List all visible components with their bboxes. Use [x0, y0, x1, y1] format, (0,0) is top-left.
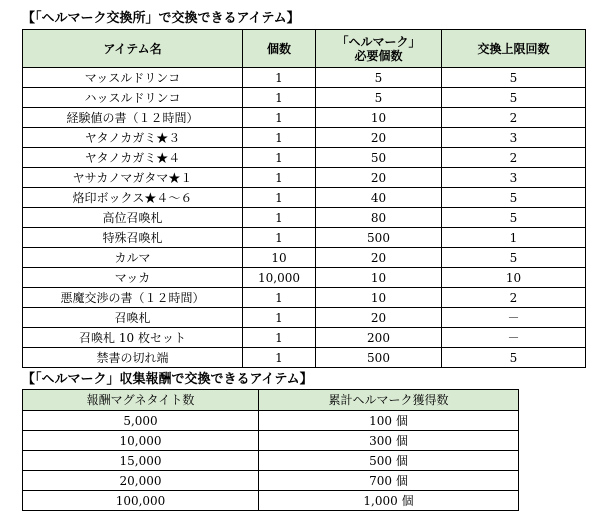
- cell-reward: 10,000: [23, 431, 259, 451]
- cell-limit: 2: [442, 288, 586, 308]
- cell-cost: 10: [316, 268, 442, 288]
- table-row: [23, 108, 586, 128]
- cell-count: 1: [243, 348, 316, 368]
- exchange-items-table: [22, 29, 586, 368]
- cell-cost: 10: [316, 288, 442, 308]
- cell-count: 1: [243, 208, 316, 228]
- exchange-table-title: 【「ヘルマーク交換所」で交換できるアイテム】: [22, 11, 300, 26]
- col-header-required-marks: [316, 30, 442, 68]
- cell-cost: 20: [316, 168, 442, 188]
- table-row: [23, 288, 586, 308]
- cell-count: 1: [243, 328, 316, 348]
- cell-count: 1: [243, 308, 316, 328]
- cell-cost: 20: [316, 248, 442, 268]
- cell-item: ヤタノカガミ★４: [23, 148, 243, 168]
- table-row: [23, 68, 586, 88]
- cell-count: 1: [243, 128, 316, 148]
- cell-count: 1: [243, 288, 316, 308]
- cell-item: 烙印ボックス★４～６: [23, 188, 243, 208]
- cell-count: 10,000: [243, 268, 316, 288]
- col-header-required-marks-line2: 必要個数: [354, 48, 403, 63]
- cell-reward: 5,000: [23, 411, 259, 431]
- col-header-count: 個数: [243, 30, 316, 68]
- table-row: [23, 248, 586, 268]
- col-header-exchange-limit: 交換上限回数: [442, 30, 586, 68]
- cell-count: 1: [243, 168, 316, 188]
- cell-limit: 2: [442, 148, 586, 168]
- cell-limit: 1: [442, 228, 586, 248]
- cell-item: ヤサカノマガタマ★１: [23, 168, 243, 188]
- cell-limit: 10: [442, 268, 586, 288]
- table-header-row: [23, 390, 519, 411]
- cell-item: 悪魔交渉の書（１２時間）: [23, 288, 243, 308]
- cell-limit: 3: [442, 168, 586, 188]
- cell-reward: 15,000: [23, 451, 259, 471]
- cell-count: 1: [243, 108, 316, 128]
- cell-count: 1: [243, 88, 316, 108]
- reward-table-title: 【「ヘルマーク」収集報酬で交換できるアイテム】: [22, 372, 313, 387]
- table-row: [23, 228, 586, 248]
- table-row: [23, 451, 519, 471]
- cell-count: 1: [243, 188, 316, 208]
- cell-total: 100 個: [259, 411, 519, 431]
- cell-cost: 50: [316, 148, 442, 168]
- cell-item: マッスルドリンコ: [23, 68, 243, 88]
- cell-reward: 20,000: [23, 471, 259, 491]
- cell-item: 召喚札: [23, 308, 243, 328]
- cell-item: 高位召喚札: [23, 208, 243, 228]
- cell-item: 経験値の書（１２時間）: [23, 108, 243, 128]
- cell-limit: 5: [442, 208, 586, 228]
- table-row: [23, 268, 586, 288]
- cell-cost: 80: [316, 208, 442, 228]
- table-row: [23, 128, 586, 148]
- cell-limit: 5: [442, 88, 586, 108]
- table-row: [23, 491, 519, 511]
- cell-count: 1: [243, 68, 316, 88]
- table-header-row: [23, 30, 586, 68]
- cell-cost: 200: [316, 328, 442, 348]
- cell-item: 禁書の切れ端: [23, 348, 243, 368]
- table-row: [23, 328, 586, 348]
- table-row: [23, 188, 586, 208]
- cell-limit: 5: [442, 248, 586, 268]
- cell-cost: 500: [316, 228, 442, 248]
- table-row: [23, 411, 519, 431]
- cell-reward: 100,000: [23, 491, 259, 511]
- cell-item: 召喚札 10 枚セット: [23, 328, 243, 348]
- cell-total: 300 個: [259, 431, 519, 451]
- cell-item: ヤタノカガミ★３: [23, 128, 243, 148]
- cell-count: 1: [243, 228, 316, 248]
- cell-limit: 5: [442, 188, 586, 208]
- col-header-total-marks: 累計ヘルマーク獲得数: [259, 390, 519, 411]
- table-row: [23, 208, 586, 228]
- cell-limit: 2: [442, 108, 586, 128]
- cell-limit: －: [442, 328, 586, 348]
- cell-cost: 5: [316, 88, 442, 108]
- cell-total: 500 個: [259, 451, 519, 471]
- cell-limit: 5: [442, 68, 586, 88]
- cell-count: 1: [243, 148, 316, 168]
- cell-total: 700 個: [259, 471, 519, 491]
- table-row: [23, 168, 586, 188]
- col-header-required-marks-line1: 「ヘルマーク」: [336, 34, 421, 49]
- table-row: [23, 88, 586, 108]
- cell-cost: 20: [316, 308, 442, 328]
- cell-cost: 10: [316, 108, 442, 128]
- cell-limit: －: [442, 308, 586, 328]
- collection-reward-table: [22, 389, 519, 511]
- cell-cost: 40: [316, 188, 442, 208]
- cell-item: マッカ: [23, 268, 243, 288]
- table-row: [23, 471, 519, 491]
- cell-limit: 3: [442, 128, 586, 148]
- cell-total: 1,000 個: [259, 491, 519, 511]
- cell-item: カルマ: [23, 248, 243, 268]
- cell-cost: 20: [316, 128, 442, 148]
- cell-item: ハッスルドリンコ: [23, 88, 243, 108]
- table-row: [23, 148, 586, 168]
- cell-item: 特殊召喚札: [23, 228, 243, 248]
- col-header-item-name: アイテム名: [23, 30, 243, 68]
- cell-cost: 5: [316, 68, 442, 88]
- table-row: [23, 308, 586, 328]
- cell-count: 10: [243, 248, 316, 268]
- cell-limit: 5: [442, 348, 586, 368]
- table-row: [23, 431, 519, 451]
- cell-cost: 500: [316, 348, 442, 368]
- col-header-reward-magnetite: 報酬マグネタイト数: [23, 390, 259, 411]
- table-row: [23, 348, 586, 368]
